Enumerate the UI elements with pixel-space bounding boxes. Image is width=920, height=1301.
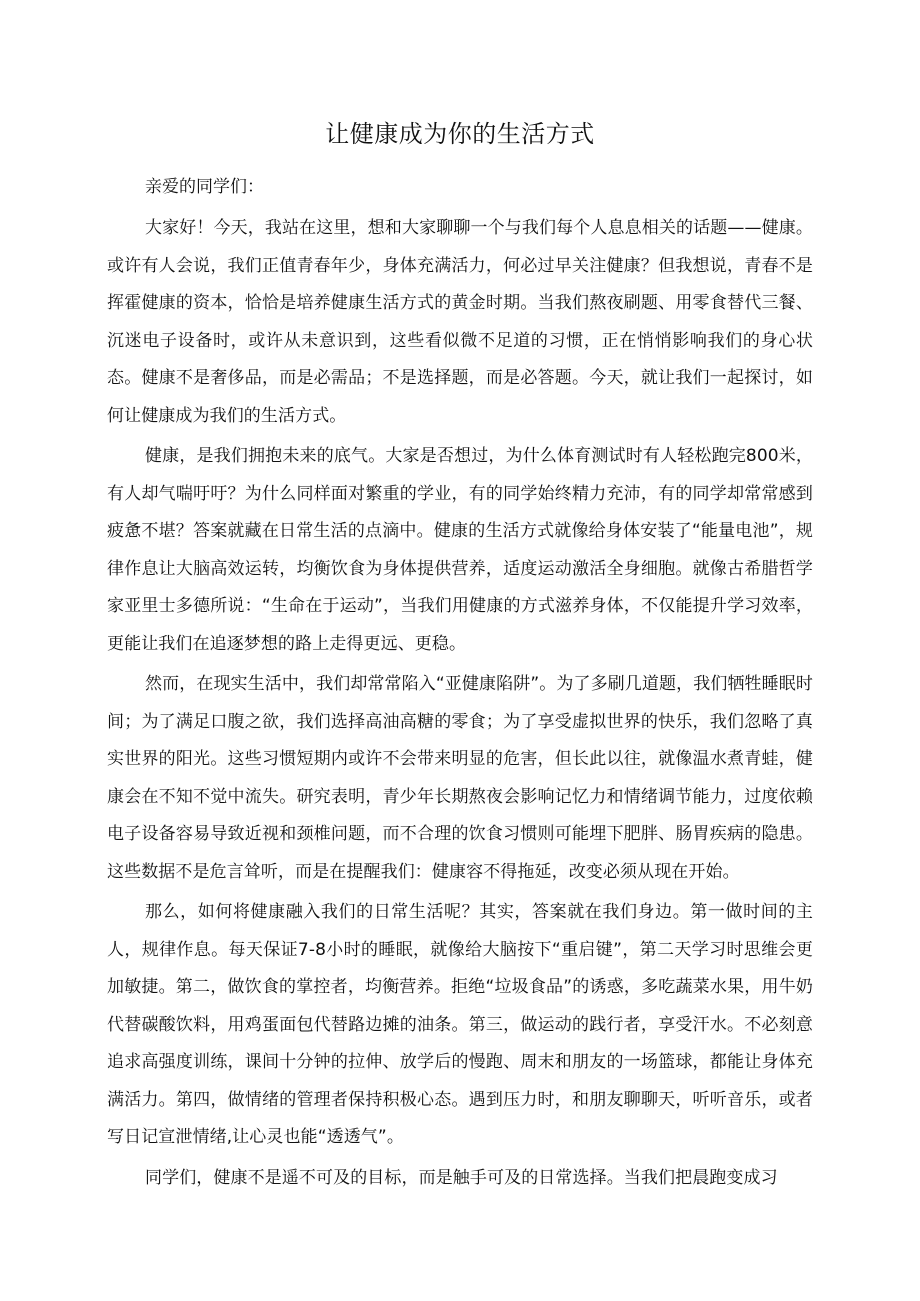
page-title: 让健康成为你的生活方式 [325,120,595,148]
paragraph-conclusion: 同学们，健康不是遥不可及的目标，而是触手可及的日常选择。当我们把晨跑变成习 [145,1167,778,1188]
paragraph-subhealth-trap: 然而，在现实生活中，我们却常常陷入“亚健康陷阱”。为了多刷几道题，我们牺牲睡眠时间；为了满足口腹之欲，我们选择高油高糖的零食；为了享受虚拟世界的快乐，我们忽略了真实世界的阳光。这些习惯短期内或许不会带来明显的危害，但长此以往，就像温水煮青蛙，健康会在不知不觉中流失。研究表明，青少年长期熬夜会影响记忆力和情绪调节能力，过度依赖电子设备容易导致近视和颈椎问题，而不合理的饮食习惯则可能埋下肥胖、肠胃疾病的隐患。这些数据不是危言耸听，而是在提醒我们：健康容不得拖延，改变必须从现在开始。 [107,674,813,882]
document-body [107,210,813,1200]
paragraph-health-foundation: 健康，是我们拥抱未来的底气。大家是否想过，为什么体育测试时有人轻松跑完800米，有人却气喘吁吁？为什么同样面对繁重的学业，有的同学始终精力充沛，有的同学却常常感到疲惫不堪？答案就藏在日常生活的点滴中。健康的生活方式就像给身体安装了“能量电池”，规律作息让大脑高效运转，均衡饮食为身体提供营养，适度运动激活全身细胞。就像古希腊哲学家亚里士多德所说：“生命在于运动”，当我们用健康的方式滋养身体，不仅能提升学习效率，更能让我们在追逐梦想的路上走得更远、更稳。 [107,446,813,654]
paragraph-daily-habits: 那么，如何将健康融入我们的日常生活呢？其实，答案就在我们身边。第一做时间的主人，规律作息。每天保证7-8小时的睡眠，就像给大脑按下“重启键”，第二天学习时思维会更加敏捷。第二，做饮食的掌控者，均衡营养。拒绝“垃圾食品”的诱惑，多吃蔬菜水果，用牛奶代替碳酸饮料，用鸡蛋面包代替路边摊的油条。第三，做运动的践行者，享受汗水。不必刻意追求高强度训练，课间十分钟的拉伸、放学后的慢跑、周末和朋友的一场篮球，都能让身体充满活力。第四，做情绪的管理者保持积极心态。遇到压力时，和朋友聊聊天，听听音乐，或者写日记宣泄情绪,让心灵也能“透透气”。 [107,902,813,1147]
salutation: 亲爱的同学们： [145,177,264,197]
paragraph-greeting: 大家好！今天，我站在这里，想和大家聊聊一个与我们每个人息息相关的话题——健康。或许有人会说，我们正值青春年少，身体充满活力，何必过早关注健康？但我想说，青春不是挥霍健康的资本，恰恰是培养健康生活方式的黄金时期。当我们熬夜刷题、用零食替代三餐、沉迷电子设备时，或许从未意识到，这些看似微不足道的习惯，正在悄悄影响我们的身心状态。健康不是奢侈品，而是必需品；不是选择题，而是必答题。今天，就让我们一起探讨，如何让健康成为我们的生活方式。 [107,218,813,426]
